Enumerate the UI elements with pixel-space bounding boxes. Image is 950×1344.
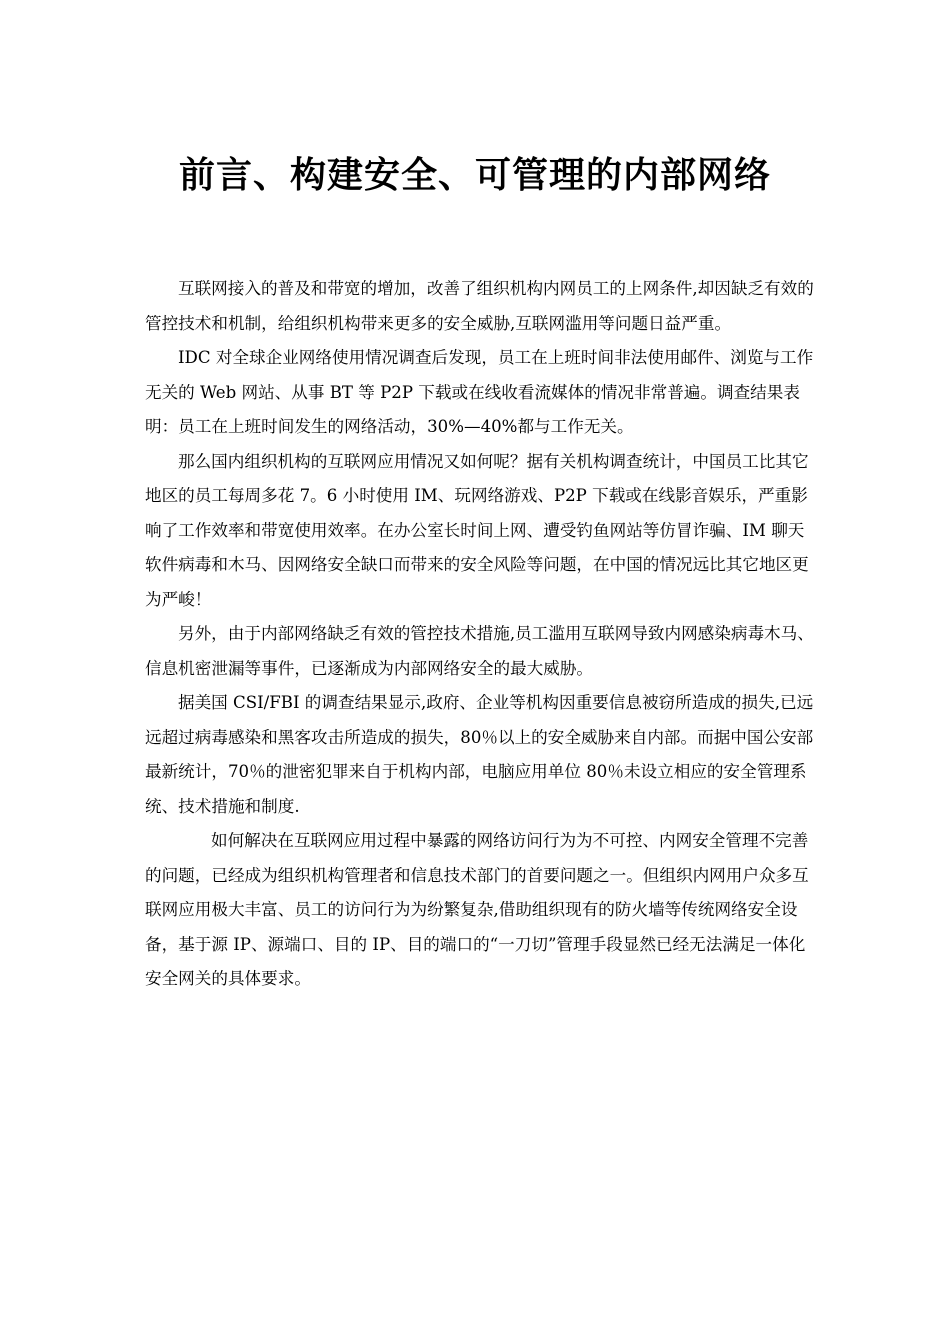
paragraph-internal-threats: 另外，由于内部网络缺乏有效的管控技术措施,员工滥用互联网导致内网感染病毒木马、信息机密泄漏等事件，已逐渐成为内部网络安全的最大威胁。 xyxy=(145,624,814,678)
paragraph-solution-problem: 如何解决在互联网应用过程中暴露的网络访问行为为不可控、内网安全管理不完善的问题，已经成为组织机构管理者和信息技术部门的首要问题之一。但组织内网用户众多互联网应用极大丰富、员工的访问行为为纷繁复杂,借助组织现有的防火墙等传统网络安全设备，基于源 IP、源端口、目的 IP、目的端口的“一刀切”管理手段显然已经无法满足一体化安全网关的具体要求。 xyxy=(145,831,809,988)
paragraph-internet-access: 互联网接入的普及和带宽的增加，改善了组织机构内网员工的上网条件,却因缺乏有效的管控技术和机制，给组织机构带来更多的安全威胁,互联网滥用等问题日益严重。 xyxy=(145,279,814,333)
paragraph-idc-survey: IDC 对全球企业网络使用情况调查后发现，员工在上班时间非法使用邮件、浏览与工作无关的 Web 网站、从事 BT 等 P2P 下载或在线收看流媒体的情况非常普遍。调查结果表明：员工在上班时间发生的网络活动，30%—40%都与工作无关。 xyxy=(145,348,814,436)
paragraph-csi-fbi-survey: 据美国 CSI/FBI 的调查结果显示,政府、企业等机构因重要信息被窃所造成的损失,已远远超过病毒感染和黑客攻击所造成的损失，80％以上的安全威胁来自内部。而据中国公安部最新统计，70％的泄密犯罪来自于机构内部，电脑应用单位 80％未设立相应的安全管理系统、技术措施和制度. xyxy=(145,693,814,816)
document-body xyxy=(145,272,820,997)
page-title: 前言、构建安全、可管理的内部网络 xyxy=(178,155,771,196)
paragraph-domestic-usage: 那么国内组织机构的互联网应用情况又如何呢？据有关机构调查统计，中国员工比其它地区的员工每周多花 7。6 小时使用 IM、玩网络游戏、P2P 下载或在线影音娱乐，严重影响了工作效率和带宽使用效率。在办公室长时间上网、遭受钓鱼网站等仿冒诈骗、IM 聊天软件病毒和木马、因网络安全缺口而带来的安全风险等问题，在中国的情况远比其它地区更为严峻！ xyxy=(145,451,809,609)
